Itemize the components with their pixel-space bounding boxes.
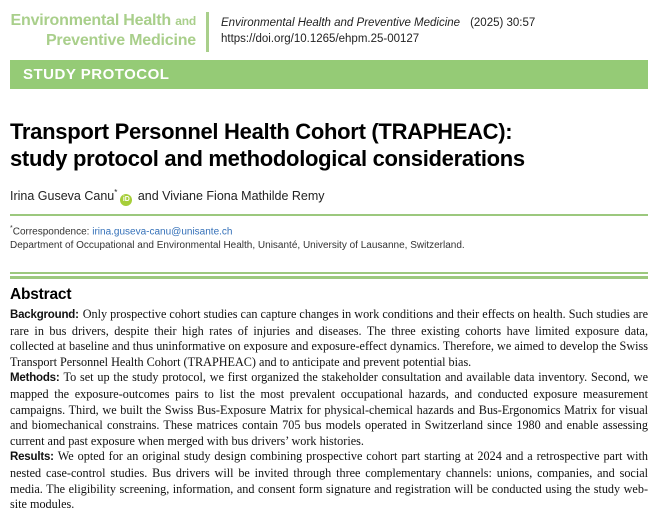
correspondence-label: Correspondence: — [12, 225, 90, 237]
abstract-heading: Abstract — [10, 285, 72, 303]
masthead-divider — [206, 12, 209, 52]
correspondence-block — [10, 222, 648, 253]
correspondence-mark: * — [114, 188, 118, 197]
correspondence-line — [10, 222, 648, 239]
abstract-results-text: We opted for an original study design combining prospective cohort part starting at 2024 and a retrospective part with nested case-control studies. Bus drivers will be invited through three complementary channels: unions, companies, and social media. The eligibility screening, information, and consent form signature and registration will be conducted using the study web-site modules. — [10, 449, 648, 512]
correspondence-email-link[interactable]: irina.guseva-canu@unisante.ch — [92, 225, 233, 237]
article-type-banner — [10, 60, 648, 89]
volume-issue: (2025) 30:57 — [470, 17, 536, 29]
citation-block — [221, 8, 535, 47]
journal-name: Environmental Health and Preventive Medicine — [221, 17, 461, 29]
abstract-methods-text: To set up the study protocol, we first organized the stakeholder consultation and available data inventory. Second, we mapped the exposure-outcomes pairs to list the most prevalent occupational hazards, and conducted exposure measurement campaigns. Third, we built the Swiss Bus-Exposure Matrix for physical-chemical hazards and Bus-Ergonomics Matrix for visual and biomechanical constrains. These matrices contain 705 bus models operated in Switzerland since 1980 and enable assessing current and past exposure when merged with bus drivers’ work histories. — [10, 370, 648, 448]
abstract-results-paragraph — [10, 449, 648, 512]
citation-line — [221, 15, 535, 31]
abstract-methods-paragraph — [10, 370, 648, 449]
journal-masthead — [10, 8, 648, 52]
section-divider-rule — [10, 272, 648, 279]
doi-url: https://doi.org/10.1265/ehpm.25-00127 — [221, 33, 420, 45]
article-type-label: STUDY PROTOCOL — [23, 66, 170, 83]
abstract-methods-label: Methods: — [10, 372, 60, 385]
journal-logo — [10, 8, 196, 50]
affiliation-line: Department of Occupational and Environmental Health, Unisanté, University of Lausanne, Switzerland. — [10, 239, 465, 251]
asterisk-mark: * — [10, 224, 13, 232]
author-list — [10, 188, 648, 206]
abstract-background-paragraph — [10, 307, 648, 370]
abstract-background-label: Background: — [10, 308, 79, 321]
orcid-icon[interactable]: iD — [120, 194, 132, 206]
abstract-results-label: Results: — [10, 451, 54, 464]
author-1: Irina Guseva Canu — [10, 189, 115, 204]
abstract-background-text: Only prospective cohort studies can capture changes in work conditions and their effects on health. Such studies are rare in bus drivers, despite their high rates of injuries and diseases. The three existing cohorts have limited exposure data, collected at baseline and thus uninformative on exposure and exposure-effect dynamics. Therefore, we aimed to develop the Swiss Transport Personnel Health Cohort (TRAPHEAC) and to anticipate and prevent potential bias. — [10, 306, 648, 369]
article-title-line1: Transport Personnel Health Cohort (TRAPHEAC): — [10, 119, 513, 144]
journal-logo-line1: Environmental Health and — [10, 12, 196, 29]
article-title-line2: study protocol and methodological considerations — [10, 146, 525, 171]
author-2: and Viviane Fiona Mathilde Remy — [137, 189, 325, 204]
journal-logo-line2: Preventive Medicine — [45, 32, 196, 49]
divider-rule — [10, 214, 648, 216]
article-title — [10, 118, 648, 172]
